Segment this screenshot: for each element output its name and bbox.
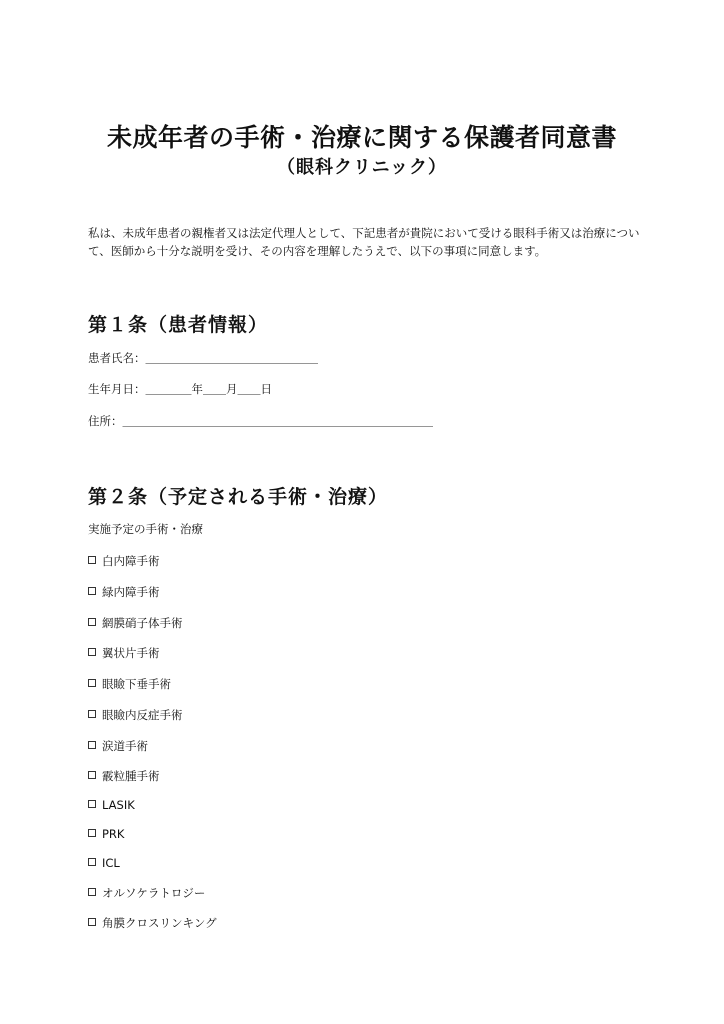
procedure-option-label: ICL	[102, 856, 120, 870]
procedure-option-label: 翼状片手術	[102, 646, 160, 660]
checkbox-icon	[88, 741, 96, 749]
article2-heading: 第２条（予定される手術・治療）	[88, 486, 389, 508]
article1-heading: 第１条（患者情報）	[88, 314, 269, 336]
procedure-option-label: 白内障手術	[102, 554, 160, 568]
checkbox-icon	[88, 888, 96, 896]
procedure-option-label: LASIK	[102, 798, 135, 812]
patient-name-field: 患者氏名：＿＿＿＿＿＿＿＿＿＿＿＿＿＿＿	[88, 351, 318, 365]
checkbox-icon	[88, 800, 96, 808]
address-field: 住所：＿＿＿＿＿＿＿＿＿＿＿＿＿＿＿＿＿＿＿＿＿＿＿＿＿＿＿	[88, 414, 433, 428]
procedure-option	[88, 707, 183, 723]
checkbox-icon	[88, 918, 96, 926]
checkbox-icon	[88, 618, 96, 626]
birthdate-field: 生年月日：＿＿＿＿年＿＿月＿＿日	[88, 382, 272, 396]
procedure-option-label: オルソケラトロジー	[102, 886, 206, 900]
procedure-lead: 実施予定の手術・治療	[88, 522, 203, 536]
checkbox-icon	[88, 858, 96, 866]
checkbox-icon	[88, 587, 96, 595]
checkbox-icon	[88, 648, 96, 656]
checkbox-icon	[88, 710, 96, 718]
procedure-option	[88, 856, 120, 870]
procedure-option	[88, 645, 160, 661]
procedure-option	[88, 676, 171, 692]
checkbox-icon	[88, 556, 96, 564]
checkbox-icon	[88, 829, 96, 837]
procedure-option-label: PRK	[102, 827, 125, 841]
procedure-option	[88, 584, 160, 600]
procedure-option-label: 涙道手術	[102, 739, 148, 753]
document-subtitle: （眼科クリニック）	[277, 157, 447, 178]
checkbox-icon	[88, 771, 96, 779]
procedure-option	[88, 615, 183, 631]
document-title: 未成年者の手術・治療に関する保護者同意書	[106, 123, 617, 152]
procedure-option	[88, 885, 205, 901]
procedure-option	[88, 768, 160, 784]
procedure-option	[88, 553, 160, 569]
procedure-option	[88, 827, 124, 841]
procedure-option-label: 網膜硝子体手術	[102, 616, 183, 630]
procedure-option-label: 角膜クロスリンキング	[102, 916, 217, 930]
procedure-option	[88, 915, 217, 931]
procedure-option-label: 霰粒腫手術	[102, 769, 160, 783]
procedure-option	[88, 738, 148, 754]
procedure-option	[88, 798, 135, 812]
procedure-option-label: 眼瞼内反症手術	[102, 708, 183, 722]
checkbox-icon	[88, 679, 96, 687]
procedure-option-label: 緑内障手術	[102, 585, 160, 599]
intro-paragraph: 私は、未成年患者の親権者又は法定代理人として、下記患者が貴院において受ける眼科手術又は治療について、医師から十分な説明を受け、その内容を理解したうえで、以下の事項に同意します。	[88, 226, 640, 258]
procedure-option-label: 眼瞼下垂手術	[102, 677, 171, 691]
